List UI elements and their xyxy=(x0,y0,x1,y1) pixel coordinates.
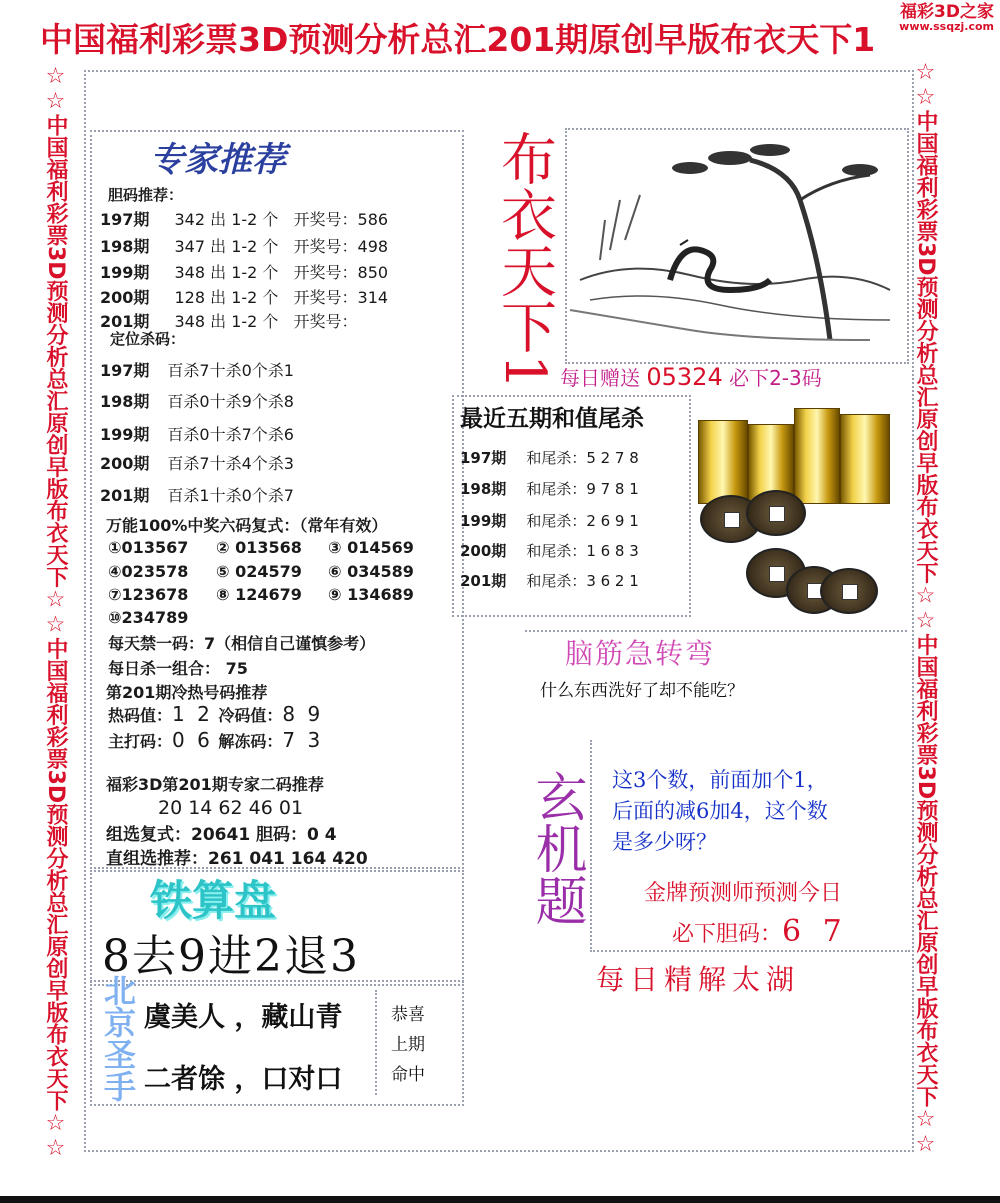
site-logo-url: www.ssqzj.com xyxy=(899,20,994,33)
site-logo-name: 福彩3D之家 xyxy=(900,2,994,22)
hot-cold-row: 热码值：1 2 冷码值：8 9 xyxy=(108,702,324,726)
riddle-title: 脑筋急转弯 xyxy=(565,637,716,670)
xuanji-text3: 是多少呀？ xyxy=(612,830,717,854)
beijing-side3: 命中 xyxy=(391,1065,425,1085)
dan-row: 197期 342 出 1-2 个 开奖号：586 xyxy=(100,210,389,229)
hezhi-row: 200期 和尾杀：1 6 8 3 xyxy=(460,542,639,560)
dan-row: 199期 348 出 1-2 个 开奖号：850 xyxy=(100,263,389,282)
tiesuanpan-title: 铁算盘 xyxy=(150,876,277,925)
wanneng-row: ①013567 ② 013568 ③ 014569 xyxy=(108,538,414,557)
gift-label: 每日赠送 xyxy=(560,366,640,390)
dan-row: 198期 347 出 1-2 个 开奖号：498 xyxy=(100,237,389,256)
left-side-banner: ☆☆中国福利彩票3D预测分析总汇原创早版布衣天下☆☆中国福利彩票3D预测分析总汇原创早版布衣天下☆☆ xyxy=(43,64,68,1162)
buyi-vertical: 布衣天下1 xyxy=(492,130,557,390)
xuanji-text2: 后面的减6加4，这个数 xyxy=(612,799,828,823)
must-dan-row: 必下胆码：6 7 xyxy=(672,914,848,949)
gold-predictor: 金牌预测师预测今日 xyxy=(644,881,843,906)
gold-bar-icon xyxy=(840,414,890,504)
page-title: 中国福利彩票3D预测分析总汇201期原创早版布衣天下1 xyxy=(40,20,876,59)
erma-pairs: 20 14 62 46 01 xyxy=(158,797,304,819)
kill-combo: 每日杀一组合： 75 xyxy=(108,659,248,678)
expert-title: 专家推荐 xyxy=(150,140,286,180)
ban-code: 每天禁一码：7（相信自己谨慎参考） xyxy=(108,634,376,653)
kill-row: 200期 百杀7十杀4个杀3 xyxy=(100,454,294,473)
gold-bar-icon xyxy=(698,420,748,504)
xuanji-text1: 这3个数，前面加个1， xyxy=(612,768,828,792)
beijing-line2: 二者馀 ，口对口 xyxy=(144,1064,343,1095)
hezhi-row: 201期 和尾杀：3 6 2 1 xyxy=(460,572,639,590)
bottom-bar xyxy=(0,1196,1000,1203)
kill-row: 198期 百杀0十杀9个杀8 xyxy=(100,392,294,411)
beijing-line1: 虞美人 ，藏山青 xyxy=(144,1002,343,1033)
xuanji-footer: 每日精解太湖 xyxy=(596,963,801,996)
dan-row: 201期 348 出 1-2 个 开奖号： xyxy=(100,312,358,331)
wanneng-row: ⑦123678 ⑧ 124679 ⑨ 134689 xyxy=(108,585,414,604)
gift-number: 05324 xyxy=(646,363,723,391)
dan-row: 200期 128 出 1-2 个 开奖号：314 xyxy=(100,288,389,307)
main-thaw-row: 主打码：0 6 解冻码：7 3 xyxy=(108,728,324,752)
gold-coins-image xyxy=(690,400,902,615)
wanneng-row: ④023578 ⑤ 024579 ⑥ 034589 xyxy=(108,562,414,581)
xuanji-title: 玄机题 xyxy=(526,770,586,926)
right-side-banner: ☆☆中国福利彩票3D预测分析总汇原创早版布衣天下☆☆中国福利彩票3D预测分析总汇原创早版布衣天下☆☆ xyxy=(913,60,938,1158)
erma-zhixuan: 直组选推荐：261 041 164 420 xyxy=(106,849,368,869)
hezhi-row: 198期 和尾杀：9 7 8 1 xyxy=(460,480,639,498)
kill-row: 199期 百杀0十杀7个杀6 xyxy=(100,425,294,444)
beijing-side2: 上期 xyxy=(391,1035,425,1055)
beijing-side xyxy=(375,990,447,1095)
site-logo[interactable] xyxy=(899,4,994,32)
kill-title: 定位杀码： xyxy=(110,330,186,348)
coin-icon xyxy=(820,568,878,614)
kill-row: 197期 百杀7十杀0个杀1 xyxy=(100,361,294,380)
coin-icon xyxy=(746,490,806,536)
beijing-side1: 恭喜 xyxy=(391,1005,425,1025)
beijing-label: 北京圣手 xyxy=(99,974,137,1102)
hotcold-title: 第201期冷热号码推荐 xyxy=(106,683,268,702)
snake-illustration xyxy=(570,140,900,350)
kill-row: 201期 百杀1十杀0个杀7 xyxy=(100,486,294,505)
gift-tail: 必下2-3码 xyxy=(729,366,822,390)
tiesuanpan-text: 8去9进2退3 xyxy=(102,931,360,982)
hezhi-row: 197期 和尾杀：5 2 7 8 xyxy=(460,449,639,467)
gold-bar-icon xyxy=(794,408,840,504)
hezhi-row: 199期 和尾杀：2 6 9 1 xyxy=(460,512,639,530)
wanneng-row: ⑩234789 xyxy=(108,608,189,627)
riddle-question: 什么东西洗好了却不能吃？ xyxy=(540,681,744,701)
erma-title: 福彩3D第201期专家二码推荐 xyxy=(106,775,324,794)
dan-title: 胆码推荐： xyxy=(108,186,184,204)
gift-line xyxy=(560,362,822,391)
erma-zuxuan: 组选复式：20641 胆码：0 4 xyxy=(106,825,337,845)
hezhi-title: 最近五期和值尾杀 xyxy=(460,405,644,432)
wanneng-title: 万能100%中奖六码复式：（常年有效） xyxy=(106,516,388,535)
